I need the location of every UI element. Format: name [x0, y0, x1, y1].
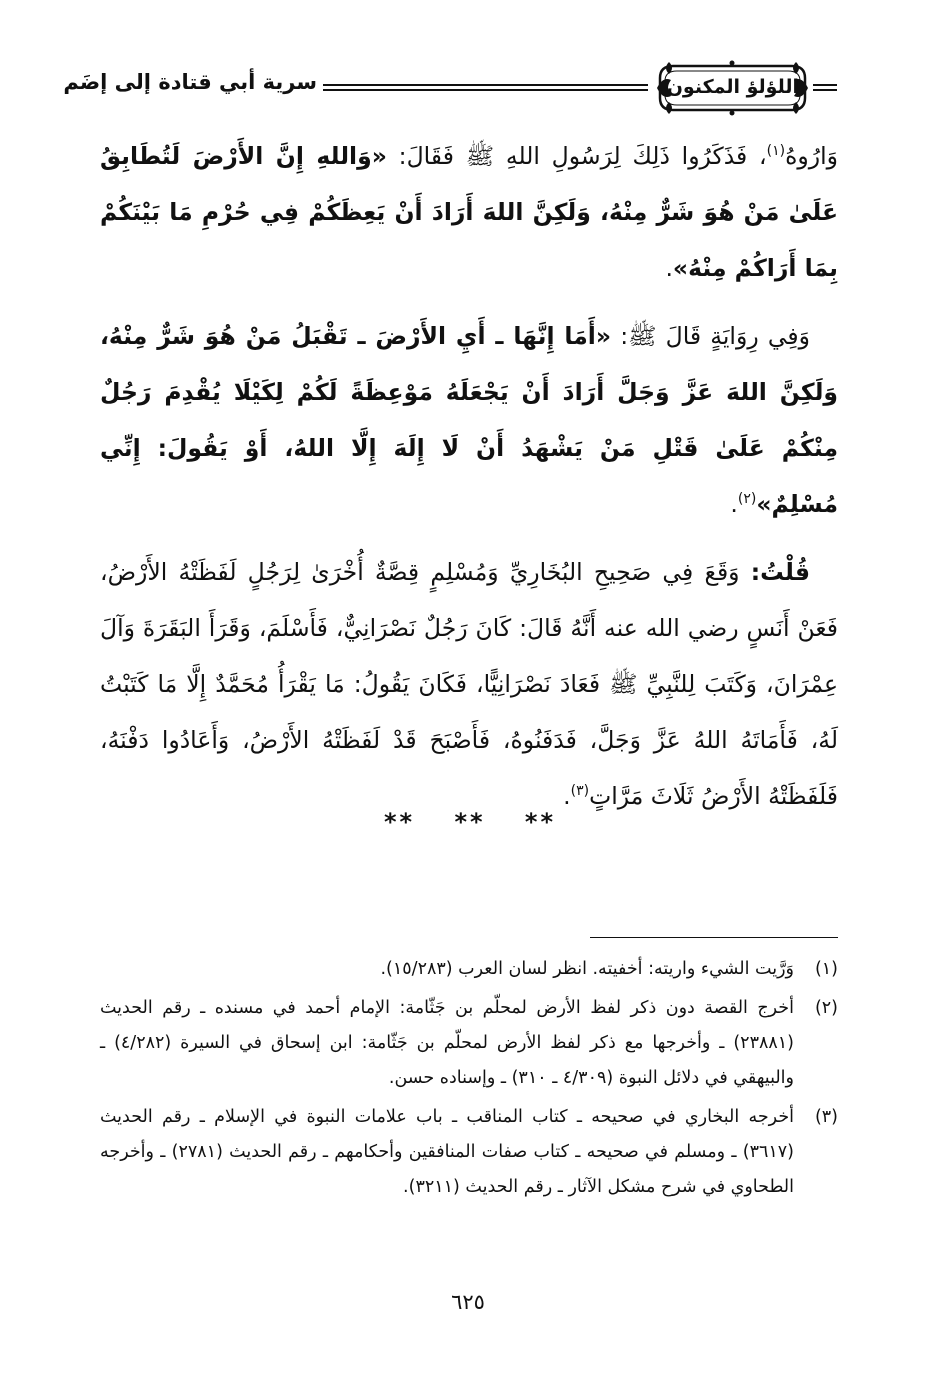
text-run: . — [563, 782, 571, 810]
footnote-number: (١) — [814, 959, 838, 979]
footnote-text: وَرَّيت الشيء واريته: أخفيته. انظر لسان العرب (١٥/٢٨٣). — [380, 959, 794, 979]
paragraph-2 — [100, 308, 838, 532]
footnote-1 — [100, 952, 838, 987]
chapter-running-title: سرية أبي قتادة إلى إضَم — [63, 70, 317, 94]
main-text — [100, 128, 838, 836]
footnote-divider — [590, 937, 838, 938]
paragraph-1 — [100, 128, 838, 296]
text-run: وَارُوهُ — [785, 142, 838, 170]
footnote-text: أخرج القصة دون ذكر لفظ الأرض لمحلّم بن جَثّامة: الإمام أحمد في مسنده ـ رقم الحديث (٢٣٨٨١) ـ وأخرجها مع ذكر لفظ الأرض لمحلّم بن جَثّامة: ابن إسحاق في السيرة (٤/٢٨٢) ـ والبيهقي في دلائل النبوة (٤/٣٠٩ ـ ٣١٠) ـ وإسناده حسن. — [100, 998, 794, 1088]
hadith-quote: «وَاللهِ إِنَّ الأَرْضَ لَتُطَابِقُ عَلَىٰ مَنْ هُوَ شَرٌّ مِنْهُ، وَلَكِنَّ اللهَ أَرَادَ أَنْ يَعِظَكُمْ فِي حُرْمِ مَا بَيْنَكُمْ بِمَا أَرَاكُمْ مِنْهُ» — [100, 142, 838, 282]
footnote-ref-3: (٣) — [570, 783, 590, 799]
hadith-quote: «أَمَا إِنَّهَا ـ أَيِ الأَرْضَ ـ تَقْبَلُ مَنْ هُوَ شَرٌّ مِنْهُ، وَلَكِنَّ اللهَ عَزَّ وَجَلَّ أَرَادَ أَنْ يَجْعَلَهُ مَوْعِظَةً لَكُمْ لِكَيْلَا يُقْدِمَ رَجُلٌ مِنْكُمْ عَلَىٰ قَتْلِ مَنْ يَشْهَدُ أَنْ لَا إِلَهَ إِلَّا اللهُ، أَوْ يَقُولَ: إِنِّي مُسْلِمٌ» — [100, 322, 838, 518]
footnote-ref-2: (٢) — [737, 491, 757, 507]
running-header — [63, 58, 837, 122]
text-run: ، فَذَكَرُوا ذَلِكَ لِرَسُولِ اللهِ ﷺ فَقَالَ: — [386, 142, 767, 170]
footnotes — [100, 952, 838, 1209]
paragraph-3 — [100, 544, 838, 824]
text-run: وَفِي رِوَايَةٍ قَالَ ﷺ: — [611, 322, 810, 350]
text-run: وَقَعَ فِي صَحِيحِ البُخَارِيِّ وَمُسْلِمٍ قِصَّةٌ أُخْرَىٰ لِرَجُلٍ لَفَظَتْهُ الأَرْضُ، فَعَنْ أَنَسٍ رضي الله عنه أَنَّهُ قَالَ: كَانَ رَجُلٌ نَصْرَانِيٌّ، فَأَسْلَمَ، وَقَرَأَ البَقَرَةَ وَآلَ عِمْرَانَ، وَكَتَبَ لِلنَّبِيِّ ﷺ فَعَادَ نَصْرَانِيًّا، فَكَانَ يَقُولُ: مَا يَقْرَأُ مُحَمَّدٌ إِلَّا مَا كَتَبْتُ لَهُ، فَأَمَاتَهُ اللهُ عَزَّ وَجَلَّ، فَدَفَنُوهُ، فَأَصْبَحَ قَدْ لَفَظَتْهُ الأَرْضُ، وَأَعَادُوا دَفْنَهُ، فَلَفَظَتْهُ الأَرْضُ ثَلَاثَ مَرَّاتٍ — [100, 558, 838, 810]
text-run: . — [665, 254, 673, 282]
book-title: اللؤلؤ المكنون — [666, 76, 799, 98]
section-separator: ** ** ** — [383, 808, 556, 836]
footnote-text: أخرجه البخاري في صحيحه ـ كتاب المناقب ـ باب علامات النبوة في الإسلام ـ رقم الحديث (٣٦١٧) ـ ومسلم في صحيحه ـ كتاب صفات المنافقين وأحكامهم ـ رقم الحديث (٢٧٨١) ـ وأخرجه الطحاوي في شرح مشكل الآثار ـ رقم الحديث (٣٢١١). — [100, 1107, 794, 1197]
footnote-2 — [100, 991, 838, 1096]
header-rule-left — [323, 84, 648, 91]
header-rule-right — [813, 84, 837, 91]
footnote-number: (٣) — [814, 1107, 838, 1127]
page-number: ٦٢٥ — [451, 1290, 485, 1314]
footnote-number: (٢) — [814, 998, 838, 1018]
footnote-ref-1: (١) — [766, 143, 786, 159]
text-run: . — [730, 490, 738, 518]
paragraph-lead: قُلْتُ: — [750, 558, 810, 586]
footnote-3 — [100, 1100, 838, 1205]
